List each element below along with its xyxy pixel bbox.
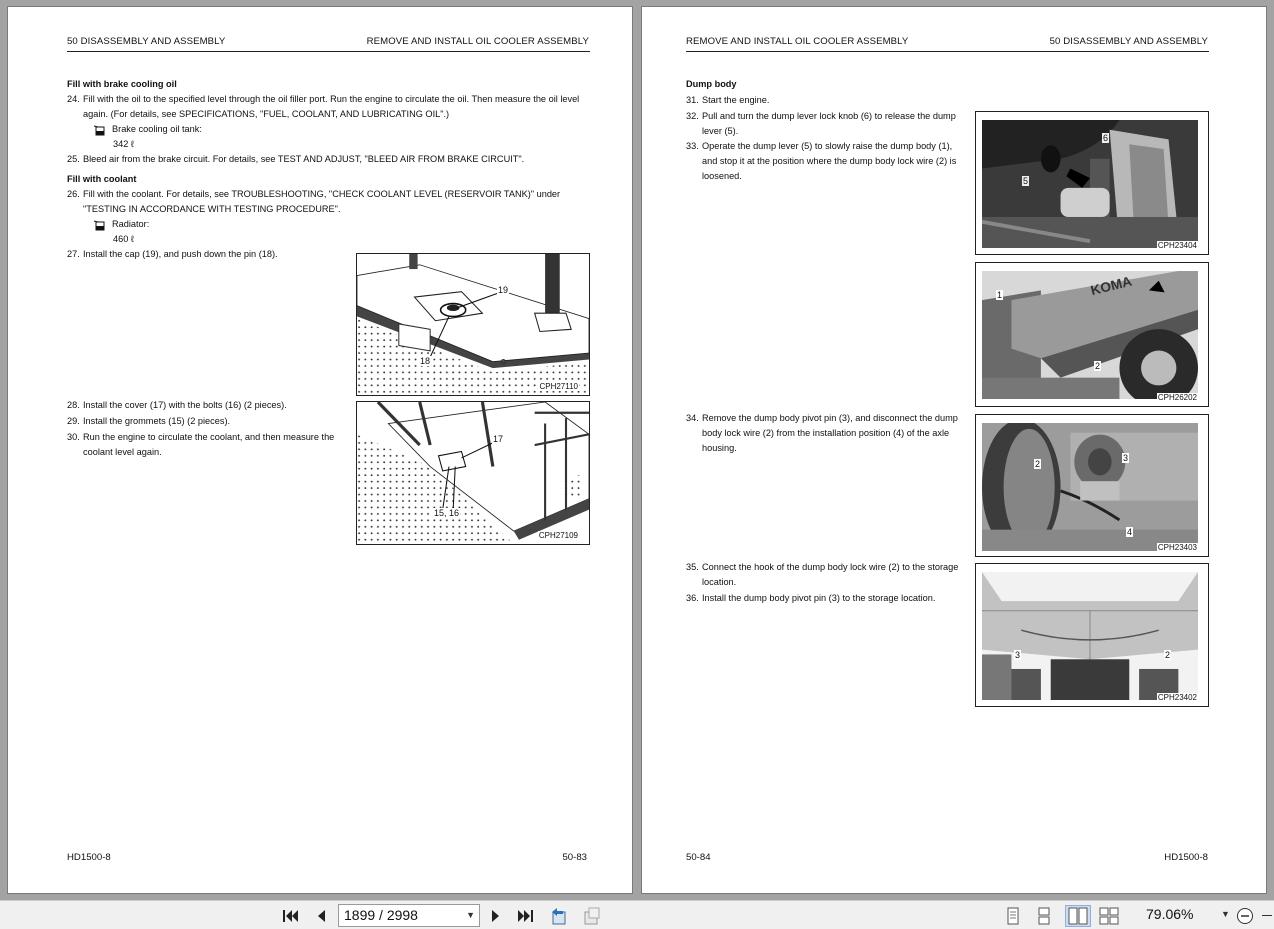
callout-17: 17 xyxy=(493,434,504,444)
heading-brake: Fill with brake cooling oil xyxy=(67,79,177,89)
figure-storage-location xyxy=(975,563,1209,707)
dump-lever-photo xyxy=(982,120,1198,248)
single-page-icon xyxy=(1005,907,1021,925)
figure-code: CPH26202 xyxy=(1157,393,1197,402)
oil-can-icon xyxy=(93,124,107,136)
figure-code: CPH23402 xyxy=(1157,693,1197,702)
callout-4: 4 xyxy=(1127,527,1133,537)
continuous-icon xyxy=(1036,907,1052,925)
zoom-level[interactable]: 79.06% xyxy=(1146,906,1194,922)
step-31: 31. Start the engine. xyxy=(686,95,770,105)
left-text-block xyxy=(67,77,592,262)
figure-code: CPH23404 xyxy=(1157,241,1197,250)
pivot-pin-photo xyxy=(982,423,1198,551)
zoom-slider-track[interactable] xyxy=(1262,915,1272,916)
step-33: 33. Operate the dump lever (5) to slowly raise the dump body (1), and stop it at the position where the dump body lock wire (2) is loosened. xyxy=(686,141,957,181)
oil-can-icon xyxy=(93,219,107,231)
page-header-right: REMOVE AND INSTALL OIL COOLER ASSEMBLY xyxy=(366,36,589,47)
step-28: 28. Install the cover (17) with the bolts (16) (2 pieces). xyxy=(67,400,287,410)
page-footer-right: HD1500-8 xyxy=(1164,852,1208,863)
header-rule xyxy=(67,51,590,52)
step-36: 36. Install the dump body pivot pin (3) to the storage location. xyxy=(686,593,936,603)
figure-code: CPH27109 xyxy=(538,531,578,540)
prev-page-icon xyxy=(314,908,328,924)
figure-code: CPH27110 xyxy=(539,382,578,391)
page-header-left: 50 DISASSEMBLY AND ASSEMBLY xyxy=(67,36,226,47)
prev-page-button[interactable] xyxy=(310,905,332,927)
chevron-down-icon[interactable]: ▼ xyxy=(466,910,475,920)
first-page-button[interactable] xyxy=(279,905,301,927)
go-back-view-button[interactable] xyxy=(548,905,570,927)
step-25: 25. Bleed air from the brake circuit. For details, see TEST AND ADJUST, "BLEED AIR FROM BRAKE CIRCUIT". xyxy=(67,154,525,164)
step-30: 30. Run the engine to circulate the coolant, and then measure the coolant level again. xyxy=(67,432,335,457)
callout-15-16: 15, 16 xyxy=(434,508,460,518)
cap-install-drawing xyxy=(357,254,589,395)
page-number-input[interactable] xyxy=(338,904,480,927)
single-page-view-button[interactable] xyxy=(1002,905,1024,927)
svg-text:KOMA: KOMA xyxy=(1089,273,1134,299)
first-page-icon xyxy=(281,908,299,924)
zoom-out-icon xyxy=(1236,907,1254,925)
viewer-toolbar xyxy=(0,900,1274,929)
two-page-continuous-view-button[interactable] xyxy=(1098,905,1120,927)
page-left xyxy=(7,6,633,894)
figure-cap-install xyxy=(356,253,590,396)
header-rule xyxy=(686,51,1209,52)
step-34: 34. Remove the dump body pivot pin (3), and disconnect the dump body lock wire (2) from the installation position (4) of the axle housing. xyxy=(686,413,958,453)
callout-1: 1 xyxy=(997,290,1003,300)
go-forward-view-icon xyxy=(581,906,601,926)
continuous-view-button[interactable] xyxy=(1033,905,1055,927)
step-29: 29. Install the grommets (15) (2 pieces). xyxy=(67,416,231,426)
step-35: 35. Connect the hook of the dump body lock wire (2) to the storage location. xyxy=(686,562,959,587)
last-page-button[interactable] xyxy=(515,905,537,927)
radiator-value: 460 ℓ xyxy=(113,234,134,244)
page-footer-left: 50-84 xyxy=(686,852,711,863)
go-back-view-icon xyxy=(549,906,569,926)
brake-tank-value: 342 ℓ xyxy=(113,139,134,149)
callout-2: 2 xyxy=(1095,361,1101,371)
figure-cover-install xyxy=(356,401,590,545)
page-right xyxy=(641,6,1267,894)
cover-install-drawing xyxy=(357,402,589,544)
step-24: 24. Fill with the oil to the specified level through the oil filler port. Run the engine to circulate the oil. Then measure the oil level again. (For details, see SPECIFICATIONS, "FUEL, COOLANT, AND LUBRICATING OIL".) xyxy=(67,94,580,119)
next-page-icon xyxy=(489,908,503,924)
radiator-spec: Radiator: xyxy=(67,217,592,232)
page-header-left: REMOVE AND INSTALL OIL COOLER ASSEMBLY xyxy=(686,36,909,47)
step-27: 27. Install the cap (19), and push down the pin (18). xyxy=(67,249,278,259)
last-page-icon xyxy=(517,908,535,924)
two-page-continuous-icon xyxy=(1099,907,1119,925)
figure-dump-body-raised xyxy=(975,262,1209,407)
callout-18: 18 xyxy=(420,356,431,366)
zoom-out-button[interactable] xyxy=(1234,905,1256,927)
left-text-block-2 xyxy=(67,398,352,460)
page-header-right: 50 DISASSEMBLY AND ASSEMBLY xyxy=(1049,36,1208,47)
callout-6: 6 xyxy=(1103,133,1109,143)
storage-location-photo xyxy=(982,572,1198,700)
callout-2: 2 xyxy=(1035,459,1041,469)
callout-19: 19 xyxy=(498,285,509,295)
page-footer-left: HD1500-8 xyxy=(67,852,111,863)
page-footer-right: 50-83 xyxy=(562,852,587,863)
go-forward-view-button[interactable] xyxy=(580,905,602,927)
chevron-down-icon[interactable]: ▼ xyxy=(1221,909,1230,919)
two-page-view-button[interactable] xyxy=(1065,905,1091,927)
figure-pivot-pin xyxy=(975,414,1209,557)
step-32: 32. Pull and turn the dump lever lock knob (6) to release the dump lever (5). xyxy=(686,111,956,136)
callout-3: 3 xyxy=(1015,650,1021,660)
brake-tank-spec: Brake cooling oil tank: xyxy=(67,122,592,137)
right-text-block xyxy=(686,77,966,184)
heading-dump-body: Dump body xyxy=(686,79,737,89)
heading-coolant: Fill with coolant xyxy=(67,174,137,184)
callout-5: 5 xyxy=(1023,176,1029,186)
figure-dump-lever xyxy=(975,111,1209,255)
page-indicator: 1899 / 2998 xyxy=(344,907,418,923)
figure-code: CPH23403 xyxy=(1157,543,1197,552)
right-text-block-2 xyxy=(686,411,966,456)
next-page-button[interactable] xyxy=(485,905,507,927)
callout-2: 2 xyxy=(1165,650,1171,660)
dump-body-photo xyxy=(982,271,1198,399)
callout-3: 3 xyxy=(1123,453,1129,463)
step-26: 26. Fill with the coolant. For details, see TROUBLESHOOTING, "CHECK COOLANT LEVEL (RESERVOIR TANK)" under "TESTING IN ACCORDANCE WITH TESTING PROCEDURE". xyxy=(67,189,561,214)
two-page-icon xyxy=(1068,907,1088,925)
right-text-block-3 xyxy=(686,560,966,606)
